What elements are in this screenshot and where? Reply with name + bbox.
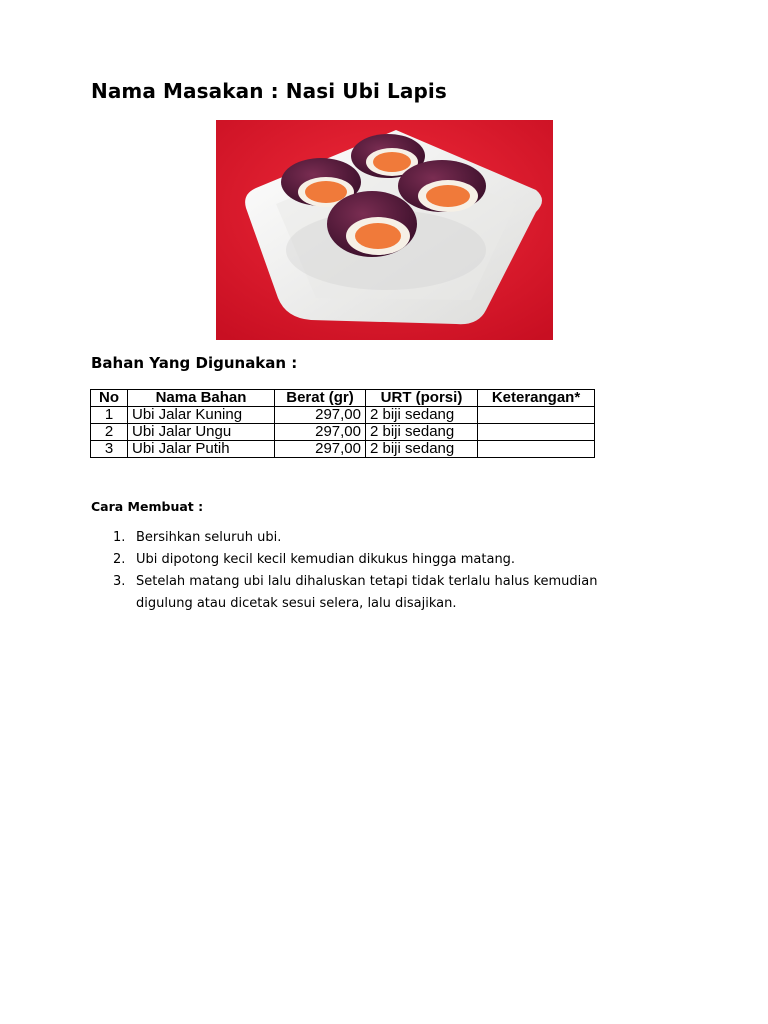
method-heading: Cara Membuat : [91, 499, 204, 514]
step-number: 1. [113, 530, 126, 545]
cell-urt: 2 biji sedang [366, 441, 478, 458]
method-steps-list [91, 527, 651, 615]
column-header-name: Nama Bahan [128, 390, 275, 407]
step-text: Ubi dipotong kecil kecil kemudian dikukus hingga matang. [136, 552, 516, 567]
list-item [91, 571, 651, 615]
cell-note [478, 407, 595, 424]
step-text: Bersihkan seluruh ubi. [136, 530, 282, 545]
table-row [91, 407, 595, 424]
cell-weight: 297,00 [275, 424, 366, 441]
dish-photo [216, 120, 553, 340]
cell-no: 1 [91, 407, 128, 424]
column-header-no: No [91, 390, 128, 407]
ingredients-heading: Bahan Yang Digunakan : [91, 354, 298, 372]
page-title: Nama Masakan : Nasi Ubi Lapis [91, 79, 447, 103]
ingredients-table [90, 389, 595, 458]
cell-weight: 297,00 [275, 441, 366, 458]
cell-urt: 2 biji sedang [366, 407, 478, 424]
cell-no: 2 [91, 424, 128, 441]
step-number: 3. [113, 574, 126, 589]
step-number: 2. [113, 552, 126, 567]
cell-note [478, 424, 595, 441]
cell-note [478, 441, 595, 458]
cell-no: 3 [91, 441, 128, 458]
cell-urt: 2 biji sedang [366, 424, 478, 441]
table-row [91, 424, 595, 441]
column-header-note: Keterangan* [478, 390, 595, 407]
column-header-weight: Berat (gr) [275, 390, 366, 407]
table-header-row [91, 390, 595, 407]
cell-weight: 297,00 [275, 407, 366, 424]
cell-name: Ubi Jalar Putih [128, 441, 275, 458]
list-item [91, 527, 651, 549]
cell-name: Ubi Jalar Kuning [128, 407, 275, 424]
column-header-urt: URT (porsi) [366, 390, 478, 407]
cell-name: Ubi Jalar Ungu [128, 424, 275, 441]
step-text: Setelah matang ubi lalu dihaluskan tetapi tidak terlalu halus kemudian digulung atau dicetak sesui selera, lalu disajikan. [136, 574, 598, 611]
table-row [91, 441, 595, 458]
list-item [91, 549, 651, 571]
